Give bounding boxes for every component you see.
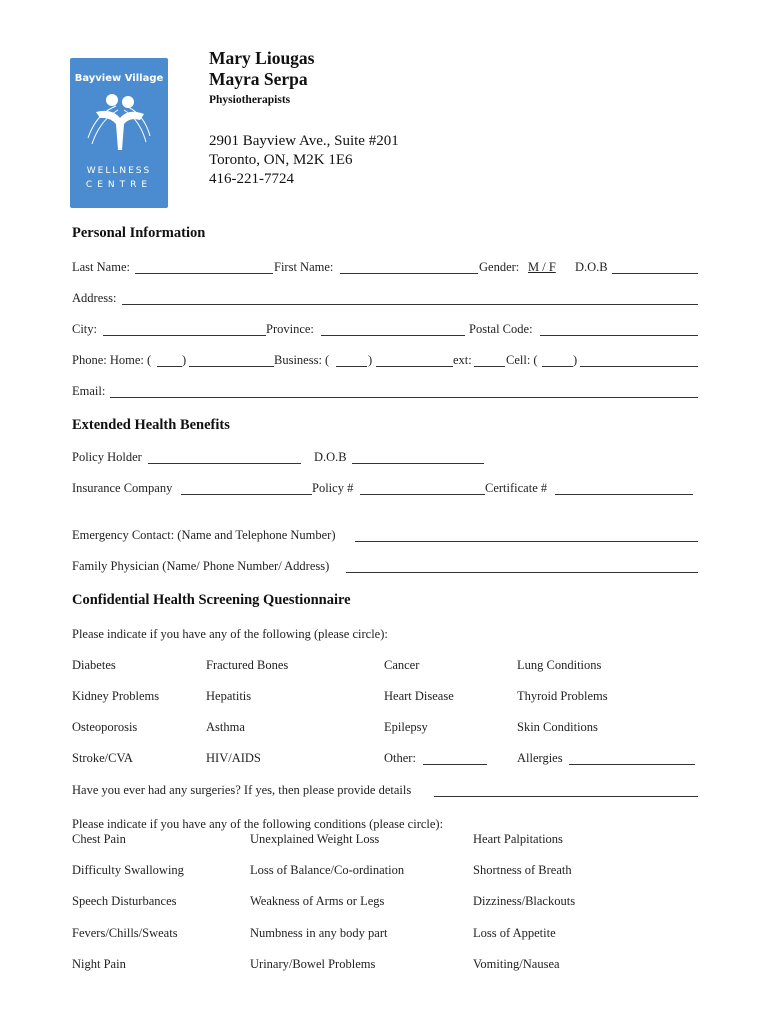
field-last-name[interactable] <box>135 273 273 274</box>
label-phone-home: Phone: Home: ( <box>72 353 152 367</box>
address-line-2: Toronto, ON, M2K 1E6 <box>209 152 353 168</box>
label-email: Email: <box>72 384 106 398</box>
field-home-area-code[interactable] <box>157 366 182 367</box>
clinic-logo <box>70 58 168 208</box>
field-surgeries[interactable] <box>434 796 698 797</box>
section-title-questionnaire: Confidential Health Screening Questionnaire <box>72 592 351 608</box>
condition-option[interactable]: Stroke/CVA <box>72 751 133 765</box>
therapist-name-2: Mayra Serpa <box>209 69 308 89</box>
field-certificate-number[interactable] <box>555 494 693 495</box>
field-cell-area-code[interactable] <box>542 366 573 367</box>
paren-close-cell: ) <box>573 353 578 367</box>
condition-option[interactable]: Osteoporosis <box>72 720 138 734</box>
label-city: City: <box>72 322 98 336</box>
field-cell-phone[interactable] <box>580 366 698 367</box>
condition-option[interactable]: Heart Disease <box>384 689 454 703</box>
field-address[interactable] <box>122 304 698 305</box>
label-insurance-company: Insurance Company <box>72 481 173 495</box>
paren-close-home: ) <box>182 353 187 367</box>
field-business-area-code[interactable] <box>336 366 367 367</box>
condition-option[interactable]: Speech Disturbances <box>72 894 177 908</box>
condition-option[interactable]: Difficulty Swallowing <box>72 863 184 877</box>
therapist-name-1: Mary Liougas <box>209 48 315 68</box>
label-first-name: First Name: <box>274 260 334 274</box>
label-address: Address: <box>72 291 117 305</box>
field-postal-code[interactable] <box>540 335 698 336</box>
condition-option[interactable]: Heart Palpitations <box>473 832 563 846</box>
label-policy-holder: Policy Holder <box>72 450 142 464</box>
label-postal-code: Postal Code: <box>469 322 533 336</box>
condition-option-other[interactable]: Other: <box>384 751 416 765</box>
logo-top-text: Bayview Village <box>74 73 164 84</box>
logo-word-centre: CENTRE <box>85 180 153 190</box>
address-line-1: 2901 Bayview Ave., Suite #201 <box>209 133 399 149</box>
field-home-phone[interactable] <box>189 366 274 367</box>
section-title-benefits: Extended Health Benefits <box>72 417 230 433</box>
condition-option[interactable]: Asthma <box>206 720 245 734</box>
condition-option[interactable]: Diabetes <box>72 658 116 672</box>
condition-option[interactable]: Lung Conditions <box>517 658 602 672</box>
condition-option[interactable]: Epilepsy <box>384 720 428 734</box>
label-family-physician: Family Physician (Name/ Phone Number/ Address) <box>72 559 330 573</box>
condition-option[interactable]: Weakness of Arms or Legs <box>250 894 385 908</box>
condition-option[interactable]: Loss of Balance/Co-ordination <box>250 863 405 877</box>
field-city[interactable] <box>103 335 266 336</box>
logo-word-wellness: WELLNESS <box>86 166 152 176</box>
field-other-condition[interactable] <box>423 764 487 765</box>
questionnaire-prompt-2: Please indicate if you have any of the following conditions (please circle): <box>72 817 444 831</box>
condition-option[interactable]: Unexplained Weight Loss <box>250 832 380 846</box>
questionnaire-prompt-1: Please indicate if you have any of the following (please circle): <box>72 627 388 641</box>
header-subtitle: Physiotherapists <box>209 94 291 106</box>
field-policy-holder[interactable] <box>148 463 301 464</box>
label-dob: D.O.B <box>575 260 608 274</box>
condition-option[interactable]: Thyroid Problems <box>517 689 608 703</box>
condition-option[interactable]: Vomiting/Nausea <box>473 957 560 971</box>
field-province[interactable] <box>321 335 465 336</box>
field-ext[interactable] <box>474 366 505 367</box>
field-family-physician[interactable] <box>346 572 698 573</box>
label-last-name: Last Name: <box>72 260 130 274</box>
label-gender: Gender: <box>479 260 520 274</box>
condition-option[interactable]: Loss of Appetite <box>473 926 556 940</box>
clinic-phone: 416-221-7724 <box>209 171 294 187</box>
gender-options[interactable]: M / F <box>528 260 556 274</box>
condition-option[interactable]: Kidney Problems <box>72 689 160 703</box>
condition-option[interactable]: Numbness in any body part <box>250 926 388 940</box>
condition-option[interactable]: Shortness of Breath <box>473 863 572 877</box>
label-policy-holder-dob: D.O.B <box>314 450 347 464</box>
section-title-personal: Personal Information <box>72 225 206 241</box>
field-first-name[interactable] <box>340 273 478 274</box>
field-insurance-company[interactable] <box>181 494 312 495</box>
condition-option[interactable]: HIV/AIDS <box>206 751 261 765</box>
label-emergency-contact: Emergency Contact: (Name and Telephone Number) <box>72 528 336 542</box>
condition-option[interactable]: Hepatitis <box>206 689 252 703</box>
condition-option[interactable]: Fractured Bones <box>206 658 289 672</box>
condition-option[interactable]: Dizziness/Blackouts <box>473 894 576 908</box>
people-icon <box>82 90 156 162</box>
label-surgeries: Have you ever had any surgeries? If yes, then please provide details <box>72 783 412 797</box>
label-policy-number: Policy # <box>312 481 354 495</box>
field-emergency-contact[interactable] <box>355 541 698 542</box>
field-dob[interactable] <box>612 273 698 274</box>
field-business-phone[interactable] <box>376 366 453 367</box>
label-province: Province: <box>266 322 314 336</box>
condition-option[interactable]: Chest Pain <box>72 832 126 846</box>
label-cell: Cell: ( <box>506 353 538 367</box>
condition-option[interactable]: Night Pain <box>72 957 126 971</box>
condition-option-allergies[interactable]: Allergies <box>517 751 563 765</box>
field-email[interactable] <box>110 397 698 398</box>
condition-option[interactable]: Urinary/Bowel Problems <box>250 957 376 971</box>
field-policy-holder-dob[interactable] <box>352 463 484 464</box>
condition-option[interactable]: Cancer <box>384 658 420 672</box>
field-policy-number[interactable] <box>360 494 485 495</box>
paren-close-business: ) <box>368 353 373 367</box>
condition-option[interactable]: Skin Conditions <box>517 720 598 734</box>
condition-option[interactable]: Fevers/Chills/Sweats <box>72 926 178 940</box>
label-ext: ext: <box>453 353 472 367</box>
label-certificate-number: Certificate # <box>485 481 548 495</box>
field-allergies[interactable] <box>569 764 695 765</box>
label-business: Business: ( <box>274 353 330 367</box>
